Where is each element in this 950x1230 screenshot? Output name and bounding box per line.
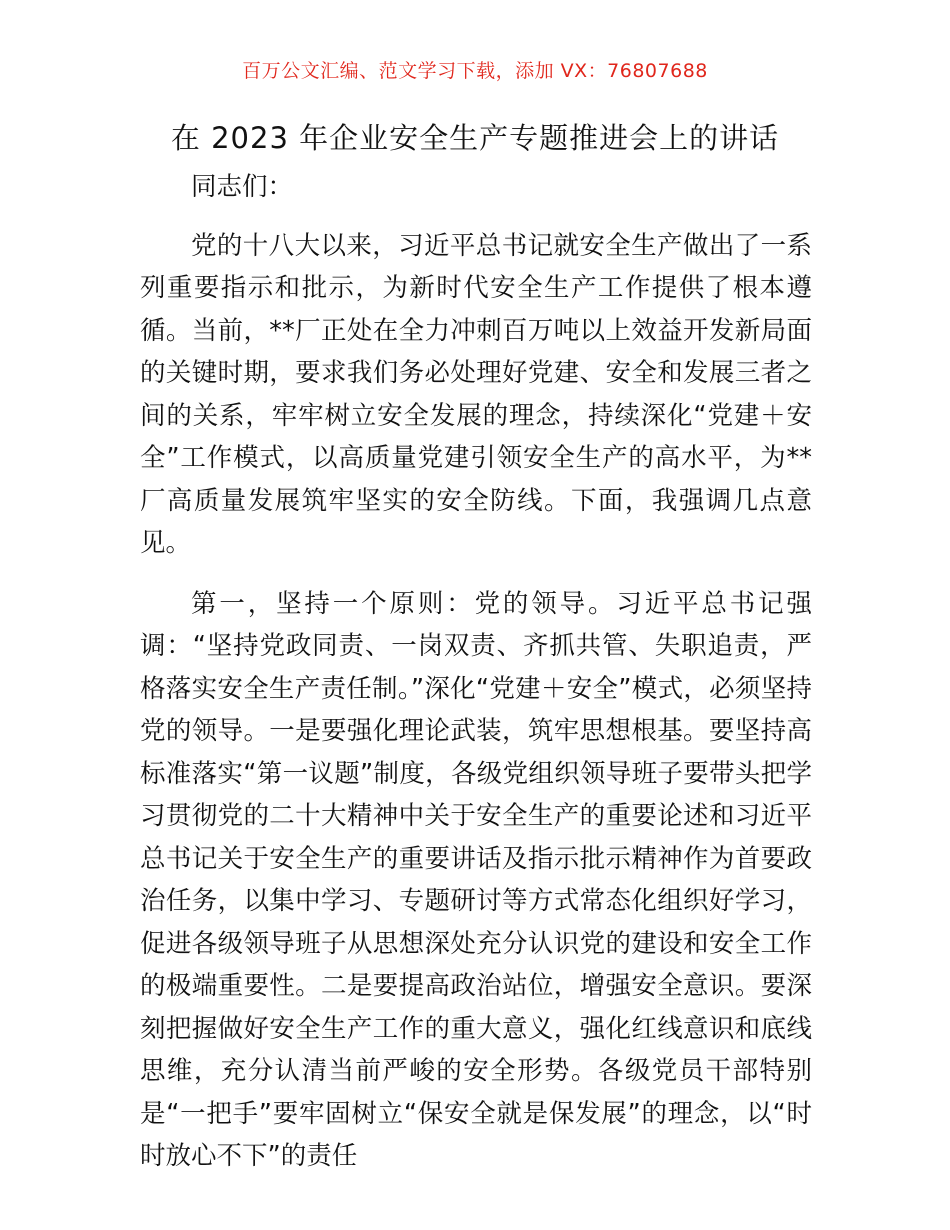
paragraph-first-principle: 第一，坚持一个原则：党的领导。习近平总书记强调：“坚持党政同责、一岗双责、齐抓共管、失职追责，严格落实安全生产责任制。”深化“党建＋安全”模式，必须坚持党的领导。一是要强化理论武装，筑牢思想根基。要坚持高标准落实“第一议题”制度，各级党组织领导班子要带头把学习贯彻党的二十大精神中关于安全生产的重要论述和习近平总书记关于安全生产的重要讲话及指示批示精神作为首要政治任务，以集中学习、专题研讨等方式常态化组织好学习，促进各级领导班子从思想深处充分认识党的建设和安全工作的极端重要性。二是要提高政治站位，增强安全意识。要深刻把握做好安全生产工作的重大意义，强化红线意识和底线思维，充分认清当前严峻的安全形势。各级党员干部特别是“一把手”要牢固树立“保安全就是保发展”的理念，以“时时放心不下”的责任 [140, 588, 812, 1171]
header-contact-note: 百万公文汇编、范文学习下载，添加 VX：76807688 [242, 60, 708, 82]
document-title: 在 2023 年企业安全生产专题推进会上的讲话 [170, 121, 780, 155]
document-body [140, 166, 812, 1178]
paragraph-intro: 党的十八大以来，习近平总书记就安全生产做出了一系列重要指示和批示，为新时代安全生产工作提供了根本遵循。当前，**厂正处在全力冲刺百万吨以上效益开发新局面的关键时期，要求我们务必处理好党建、安全和发展三者之间的关系，牢牢树立安全发展的理念，持续深化“党建＋安全”工作模式，以高质量党建引领安全生产的高水平，为**厂高质量发展筑牢坚实的安全防线。下面，我强调几点意见。 [140, 230, 812, 558]
salutation: 同志们： [191, 172, 294, 202]
